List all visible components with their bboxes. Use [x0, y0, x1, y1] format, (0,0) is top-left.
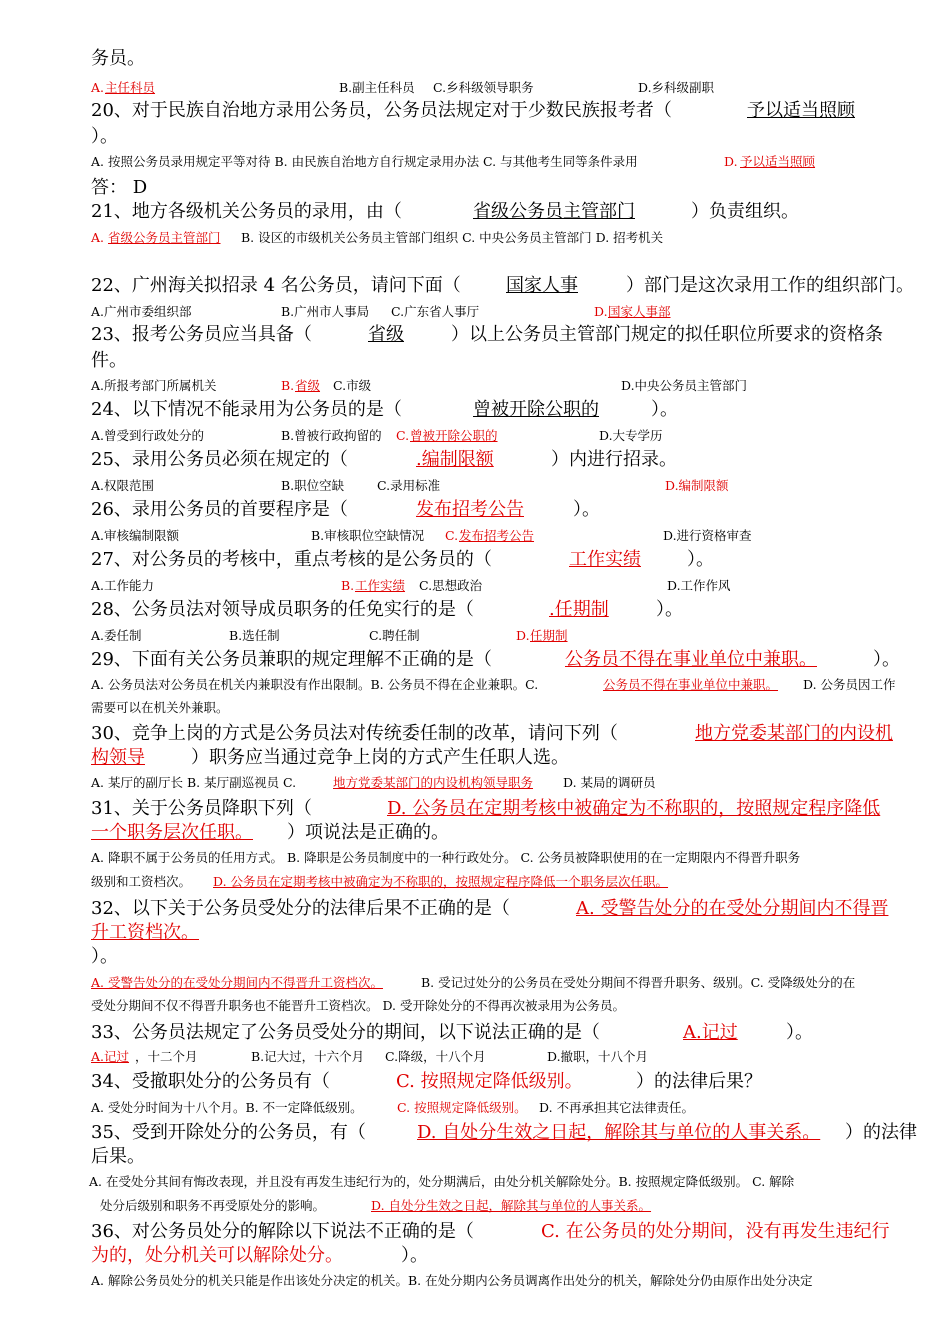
question-line — [91, 797, 911, 821]
text-segment: D.撤职，十八个月 — [547, 1049, 649, 1064]
answer-text: 曾被开除公职的 — [410, 428, 498, 443]
text-segment: D.乡科级副职 — [638, 80, 715, 95]
text-segment: B. 受记过处分的公务员在受处分期间不得晋升职务、级别。C. 受降级处分的在 — [421, 975, 856, 990]
text-segment: ）负责组织。 — [691, 201, 799, 222]
text-segment: 34、受撤职处分的公务员有（ — [91, 1071, 330, 1092]
options-line — [91, 849, 911, 867]
answer-text: .任期制 — [549, 599, 609, 620]
text-segment: A. 公务员法对公务员在机关内兼职没有作出限制。B. 公务员不得在企业兼职。C. — [91, 677, 539, 692]
text-segment: D. 不再承担其它法律责任。 — [539, 1100, 695, 1115]
text-segment: 32、以下关于公务员受处分的法律后果不正确的是（ — [91, 898, 510, 919]
question-line — [91, 274, 914, 298]
text-segment: ）内进行招录。 — [551, 449, 677, 470]
answer-text: D. — [594, 304, 608, 319]
answer-text: D. — [724, 154, 738, 169]
text-segment: A.曾受到行政处分的 — [91, 428, 205, 443]
options-line — [91, 153, 911, 171]
text-segment: C.聘任制 — [369, 628, 420, 643]
question-line — [91, 498, 911, 522]
question-line — [91, 598, 911, 622]
options-line — [91, 774, 911, 792]
text-segment: C.乡科级领导职务 — [433, 80, 534, 95]
text-segment: ）以上公务员主管部门规定的拟任职位所要求的资格条 — [451, 324, 883, 345]
options-line — [91, 1048, 911, 1066]
answer-text: D. 公务员在定期考核中被确定为不称职的，按照规定程序降低 — [387, 798, 881, 819]
text-segment: B.职位空缺 — [281, 478, 345, 493]
answer-text: 发布招考公告 — [416, 499, 524, 520]
text-segment: 需要可以在机关外兼职。 — [91, 700, 229, 715]
text-segment: A. 在受处分其间有悔改表现，并且没有再发生违纪行为的，处分期满后，由处分机关解除处分。B. 按照规定降低级别。 C. 解除 — [89, 1174, 795, 1189]
answer-text: .编制限额 — [416, 449, 494, 470]
answer-text: 公务员不得在事业单位中兼职。 — [603, 677, 779, 692]
options-line — [91, 1272, 911, 1290]
question-line — [91, 945, 911, 969]
answer-text: 任期制 — [530, 628, 568, 643]
options-line — [91, 1099, 911, 1117]
options-line — [91, 699, 911, 717]
text-segment: A. 解除公务员处分的机关只能是作出该处分决定的机关。B. 在处分期内公务员调离作出处分的机关，解除处分仍由原作出处分决定 — [91, 1273, 813, 1288]
text-segment: ）职务应当通过竞争上岗的方式产生任职人选。 — [191, 747, 569, 768]
text-segment: ）部门是这次录用工作的组织部门。 — [626, 275, 914, 296]
text-segment: 36、对公务员处分的解除以下说法不正确的是（ — [91, 1221, 474, 1242]
text-segment: D.中央公务员主管部门 — [621, 378, 748, 393]
text-segment: 22、广州海关拟招录 4 名公务员，请问下面（ — [91, 275, 461, 296]
text-segment: 级别和工资档次。 — [91, 874, 192, 889]
answer-text: 予以适当照顾 — [740, 154, 816, 169]
text-segment: ）。 — [873, 649, 900, 670]
text-segment: A.广州市委组织部 — [91, 304, 192, 319]
text-segment: B. 设区的市级机关公务员主管部门组织 C. 中央公务员主管部门 D. 招考机关 — [241, 230, 664, 245]
text-segment: A. 按照公务员录用规定平等对待 B. 由民族自治地方自行规定录用办法 C. 与其他考生同等条件录用 — [91, 154, 638, 169]
text-segment: A.工作能力 — [91, 578, 155, 593]
answer-text: 地方党委某部门的内设机 — [695, 723, 893, 744]
text-segment: A. 某厅的副厅长 B. 某厅副巡视员 C. — [91, 775, 297, 790]
answer-text: 构领导 — [91, 747, 145, 768]
answer-text: D. 公务员在定期考核中被确定为不称职的，按照规定程序降低一个职务层次任职。 — [213, 874, 669, 889]
options-line — [91, 577, 911, 595]
options-line — [91, 1173, 911, 1191]
question-line — [91, 398, 911, 422]
text-segment: ）。 — [656, 599, 683, 620]
question-line — [91, 1070, 911, 1094]
text-segment: ）。 — [687, 549, 714, 570]
question-line — [91, 1021, 911, 1045]
answer-text: A.记过 — [91, 1049, 130, 1064]
text-segment: A. 受处分时间为十八个月。B. 不一定降低级别。 — [91, 1100, 363, 1115]
options-line — [91, 229, 911, 247]
text-segment: D. 某局的调研员 — [563, 775, 656, 790]
text-segment: D.进行资格审查 — [663, 528, 752, 543]
answer-text: A. — [91, 80, 105, 95]
text-segment: ）。 — [91, 126, 118, 147]
answer-text: B. — [341, 578, 355, 593]
text-segment: A. 降职不属于公务员的任用方式。 B. 降职是公务员制度中的一种行政处分。 C. 公务员被降职使用的在一定期限内不得晋升职务 — [91, 850, 801, 865]
text-segment: 31、关于公务员降职下列（ — [91, 798, 312, 819]
options-line — [91, 974, 911, 992]
options-line — [91, 873, 911, 891]
question-line — [91, 99, 911, 123]
text-segment: A.权限范围 — [91, 478, 155, 493]
text-segment: 予以适当照顾 — [747, 100, 855, 121]
answer-text: 省级 — [295, 378, 321, 393]
options-line — [91, 303, 911, 321]
answer-text: 地方党委某部门的内设机构领导职务 — [333, 775, 534, 790]
answer-text: C. 按照规定降低级别。 — [397, 1100, 527, 1115]
text-segment: D.大专学历 — [599, 428, 663, 443]
question-line — [91, 448, 911, 472]
text-segment: ）的法律 — [845, 1122, 917, 1143]
text-segment: 33、公务员法规定了公务员受处分的期间，以下说法正确的是（ — [91, 1022, 600, 1043]
text-segment: 答： D — [91, 177, 148, 198]
text-segment: B.曾被行政拘留的 — [281, 428, 382, 443]
answer-text: D. — [516, 628, 530, 643]
answer-text: C. 按照规定降低级别。 — [396, 1071, 583, 1092]
question-line — [91, 722, 911, 746]
question-line — [91, 648, 911, 672]
answer-text: 一个职务层次任职。 — [91, 822, 253, 843]
text-segment: 28、公务员法对领导成员职务的任免实行的是（ — [91, 599, 474, 620]
text-segment: ）。 — [401, 1245, 428, 1266]
text-segment: A.审核编制限额 — [91, 528, 180, 543]
answer-text: C. 在公务员的处分期间，没有再发生违纪行 — [541, 1221, 890, 1242]
text-segment: 30、竞争上岗的方式是公务员法对传统委任制的改革，请问下列（ — [91, 723, 618, 744]
answer-text: A. — [91, 230, 105, 245]
text-segment: 曾被开除公职的 — [473, 399, 599, 420]
question-line — [91, 821, 911, 845]
text-segment: 件。 — [91, 350, 127, 371]
answer-text: D.编制限额 — [665, 478, 729, 493]
options-line — [91, 79, 911, 97]
options-line — [91, 676, 911, 694]
text-segment: C.思想政治 — [419, 578, 483, 593]
text-segment: ）的法律后果？ — [636, 1071, 762, 1092]
answer-text: 发布招考公告 — [459, 528, 535, 543]
question-line — [91, 200, 911, 224]
text-segment: 23、报考公务员应当具备（ — [91, 324, 312, 345]
text-segment: 29、下面有关公务员兼职的规定理解不正确的是（ — [91, 649, 492, 670]
answer-text: 主任科员 — [105, 80, 156, 95]
options-line — [91, 627, 911, 645]
text-segment: ）。 — [786, 1022, 813, 1043]
text-segment: D. 公务员因工作 — [803, 677, 896, 692]
answer-text: A. 受警告处分的在受处分期间内不得晋升工资档次。 — [91, 975, 383, 990]
question-line — [91, 323, 911, 347]
question-line — [91, 47, 911, 71]
text-segment: ，十二个月 — [135, 1049, 198, 1064]
question-line — [91, 349, 911, 373]
text-segment: 26、录用公务员的首要程序是（ — [91, 499, 348, 520]
options-line — [91, 527, 911, 545]
text-segment: C.降级，十八个月 — [385, 1049, 486, 1064]
text-segment: ）项说法是正确的。 — [287, 822, 449, 843]
text-segment: 务员。 — [91, 48, 145, 69]
answer-text: A.记过 — [683, 1022, 738, 1043]
answer-text: D. 自处分生效之日起，解除其与单位的人事关系。 — [417, 1122, 821, 1143]
question-line — [91, 176, 911, 200]
options-line — [91, 427, 911, 445]
text-segment: B.副主任科员 — [339, 80, 415, 95]
question-line — [91, 921, 911, 945]
question-line — [91, 897, 911, 921]
text-segment: 27、对公务员的考核中，重点考核的是公务员的（ — [91, 549, 492, 570]
text-segment: 35、受到开除处分的公务员，有（ — [91, 1122, 366, 1143]
text-segment: C.市级 — [333, 378, 372, 393]
answer-text: 工作实绩 — [569, 549, 641, 570]
question-line — [91, 1121, 917, 1145]
text-segment: 20、对于民族自治地方录用公务员，公务员法规定对于少数民族报考者（ — [91, 100, 672, 121]
text-segment: A.委任制 — [91, 628, 142, 643]
text-segment: ）。 — [91, 946, 118, 967]
text-segment: C.录用标准 — [377, 478, 441, 493]
question-line — [91, 548, 911, 572]
text-segment: 处分后级别和职务不再受原处分的影响。 — [100, 1198, 326, 1213]
text-segment: ）。 — [651, 399, 678, 420]
answer-text: 为的，处分机关可以解除处分。 — [91, 1245, 343, 1266]
options-line — [91, 377, 911, 395]
options-line — [91, 477, 911, 495]
question-line — [91, 1220, 911, 1244]
text-segment: 省级 — [368, 324, 404, 345]
answer-text: 省级公务员主管部门 — [108, 230, 221, 245]
text-segment: 24、以下情况不能录用为公务员的是（ — [91, 399, 402, 420]
text-segment: A.所报考部门所属机关 — [91, 378, 217, 393]
answer-text: 公务员不得在事业单位中兼职。 — [565, 649, 817, 670]
question-line — [91, 1244, 911, 1268]
answer-text: C. — [396, 428, 410, 443]
text-segment: B.审核职位空缺情况 — [311, 528, 425, 543]
text-segment: C.广东省人事厅 — [391, 304, 480, 319]
options-line — [91, 1197, 911, 1215]
text-segment: 25、录用公务员必须在规定的（ — [91, 449, 348, 470]
options-line — [91, 997, 911, 1015]
text-segment: B.广州市人事局 — [281, 304, 370, 319]
answer-text: A. 受警告处分的在受处分期间内不得晋 — [576, 898, 889, 919]
text-segment: 21、地方各级机关公务员的录用，由（ — [91, 201, 402, 222]
question-line — [91, 1145, 911, 1169]
answer-text: C. — [445, 528, 459, 543]
answer-text: 国家人事部 — [608, 304, 671, 319]
answer-text: 工作实绩 — [355, 578, 406, 593]
text-segment: D.工作作风 — [667, 578, 731, 593]
answer-text: 升工资档次。 — [91, 922, 199, 943]
text-segment: 国家人事 — [506, 275, 578, 296]
text-segment: 后果。 — [91, 1146, 145, 1167]
text-segment: 省级公务员主管部门 — [473, 201, 635, 222]
text-segment: ）。 — [573, 499, 600, 520]
answer-text: B. — [281, 378, 295, 393]
text-segment: B.选任制 — [229, 628, 280, 643]
text-segment: 受处分期间不仅不得晋升职务也不能晋升工资档次。 D. 受开除处分的不得再次被录用为公务员。 — [91, 998, 625, 1013]
question-line — [91, 746, 911, 770]
text-segment: B.记大过，十六个月 — [251, 1049, 365, 1064]
answer-text: D. 自处分生效之日起，解除其与单位的人事关系。 — [371, 1198, 652, 1213]
question-line — [91, 125, 911, 149]
